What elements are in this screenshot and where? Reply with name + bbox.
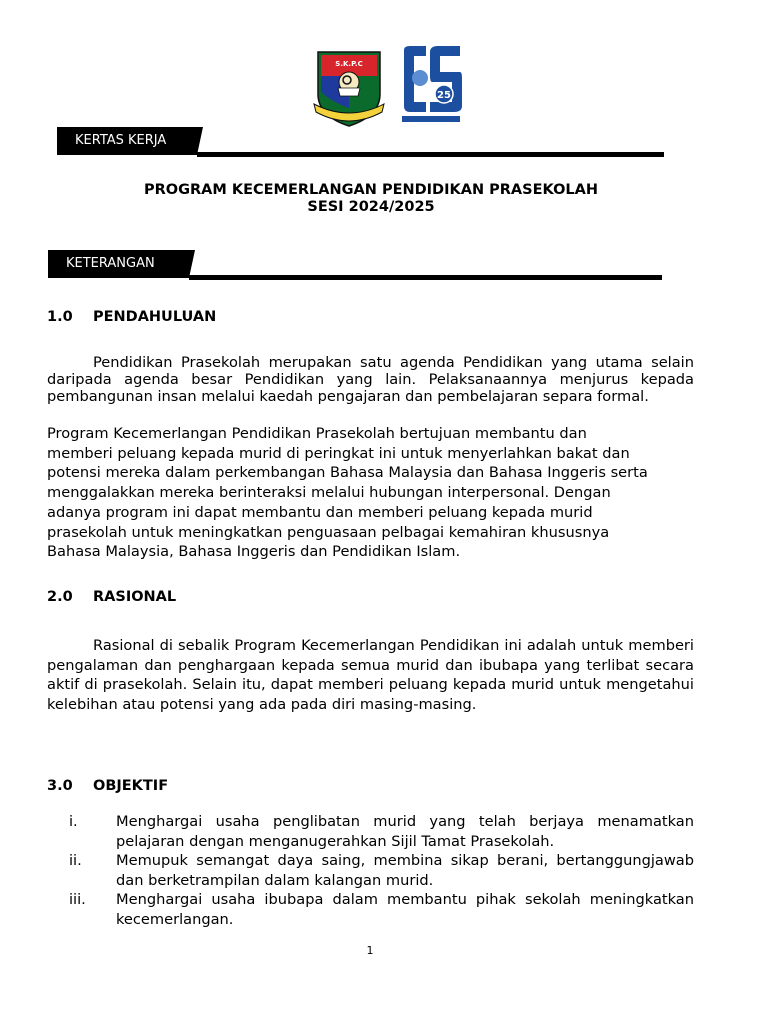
- text-line: potensi mereka dalam perkembangan Bahasa Malaysia dan Bahasa Inggeris serta: [47, 464, 648, 482]
- banner-rule: [197, 152, 664, 157]
- text-line: memberi peluang kepada murid di peringkat ini untuk menyerlahkan bakat dan: [47, 444, 630, 462]
- list-marker: ii.: [69, 852, 82, 869]
- text-line: Program Kecemerlangan Pendidikan Prasekolah bertujuan membantu dan: [47, 425, 587, 442]
- objective-item: [47, 812, 694, 851]
- title-line-2: SESI 2024/2025: [307, 199, 435, 215]
- section-banner-keterangan: [48, 250, 662, 280]
- banner-rule: [189, 275, 662, 280]
- section-banner-kertas-kerja: [57, 127, 664, 157]
- section-title: OBJEKTIF: [93, 778, 169, 794]
- text-line: menggalakkan mereka berinteraksi melalui hubungan interpersonal. Dengan: [47, 484, 611, 502]
- text-line: prasekolah untuk meningkatkan penguasaan pelbagai kemahiran khususnya: [47, 523, 610, 541]
- section-title: RASIONAL: [93, 589, 177, 605]
- svg-text:25: 25: [437, 90, 451, 101]
- paragraph-pendahuluan-intro: Pendidikan Prasekolah merupakan satu agenda Pendidikan yang utama selain daripada agenda besar Pendidikan yang lain. Pelaksanaannya menjurus kepada pembangunan insan melalui kaedah pengajaran dan pembelajaran separa formal.: [47, 354, 694, 405]
- paragraph-pendahuluan-program: [47, 424, 707, 562]
- title-line-1: PROGRAM KECEMERLANGAN PENDIDIKAN PRASEKOLAH: [143, 182, 599, 198]
- objectives-list: [47, 812, 694, 929]
- list-marker: iii.: [69, 891, 86, 908]
- school-crest-logo: [310, 46, 388, 128]
- section-title: PENDAHULUAN: [93, 309, 217, 325]
- section-number: 3.0: [47, 778, 73, 794]
- anniversary-emblem-logo: [398, 44, 464, 124]
- banner-label: KETERANGAN: [48, 250, 189, 278]
- section-number: 1.0: [47, 309, 73, 325]
- section-number: 2.0: [47, 589, 73, 605]
- page-number: 1: [366, 944, 374, 957]
- objective-text: Menghargai usaha ibubapa dalam membantu pihak sekolah meningkatkan kecemerlangan.: [116, 891, 694, 928]
- objective-text: Memupuk semangat daya saing, membina sikap berani, bertanggungjawab dan berketrampilan dalam kalangan murid.: [116, 852, 694, 889]
- text-line: Bahasa Malaysia, Bahasa Inggeris dan Pendidikan Islam.: [47, 543, 461, 561]
- paragraph-rasional: Rasional di sebalik Program Kecemerlangan Pendidikan ini adalah untuk memberi pengalaman dan penghargaan kepada semua murid dan ibubapa yang terlibat secara aktif di prasekolah. Selain itu, dapat memberi peluang kepada murid untuk mengetahui kelebihan atau potensi yang ada pada diri masing-masing.: [47, 637, 694, 714]
- document-title: [48, 182, 694, 216]
- text-line: adanya program ini dapat membantu dan memberi peluang kepada murid: [47, 503, 593, 521]
- objective-item: [47, 890, 694, 929]
- banner-label: KERTAS KERJA: [57, 127, 197, 155]
- objective-item: [47, 851, 694, 890]
- header-logos: [310, 42, 470, 128]
- svg-text:S.K.P.C: S.K.P.C: [335, 60, 363, 68]
- list-marker: i.: [69, 813, 78, 830]
- objective-text: Menghargai usaha penglibatan murid yang telah berjaya menamatkan pelajaran dengan menganugerahkan Sijil Tamat Prasekolah.: [116, 813, 694, 850]
